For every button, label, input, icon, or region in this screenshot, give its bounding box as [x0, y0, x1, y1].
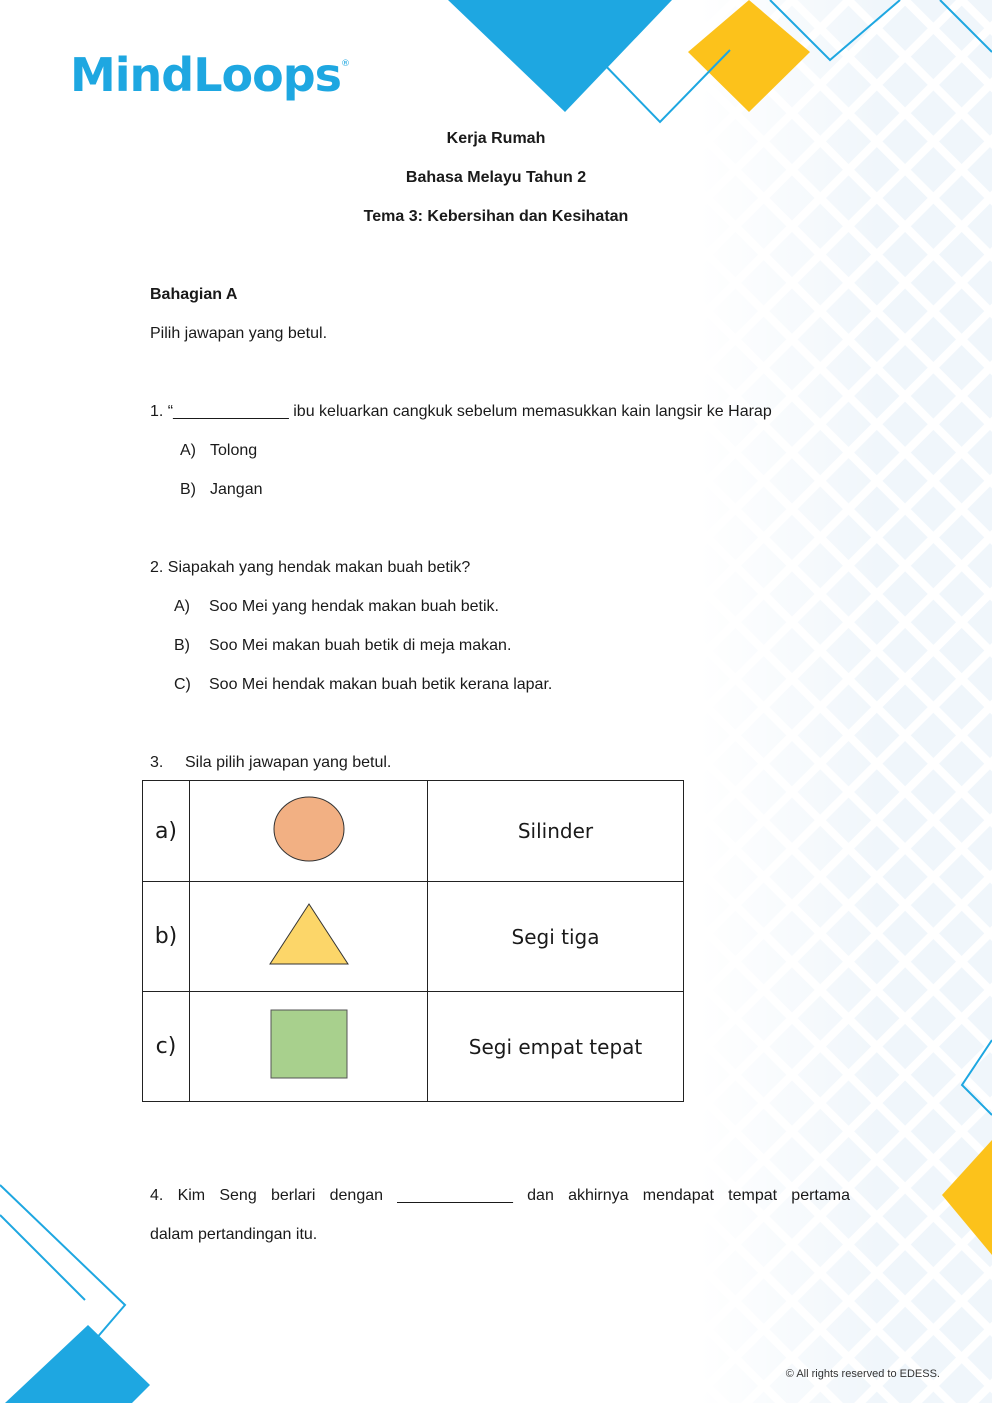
q2-option-b: Soo Mei makan buah betik di meja makan. [209, 637, 512, 654]
shape-name: Segi empat tepat [428, 992, 684, 1102]
q2-option-c: Soo Mei hendak makan buah betik kerana lapar. [209, 676, 553, 693]
theme-title: Tema 3: Kebersihan dan Kesihatan [363, 208, 629, 225]
q2-option-a: Soo Mei yang hendak makan buah betik. [209, 598, 499, 615]
q2-option-c-letter: C) [174, 676, 191, 693]
brand-logo: MindLoops® [70, 48, 350, 102]
question-4-text: 4. Kim Seng berlari dengan _____________ dan akhirnya mendapat tempat pertama [150, 1187, 850, 1204]
question-1-text: 1. “_____________ ibu keluarkan cangkuk sebelum memasukkan kain langsir ke Harap [150, 403, 772, 420]
shape-name: Silinder [428, 781, 684, 882]
shape-cell [190, 781, 428, 882]
q1-option-b-letter: B) [180, 481, 196, 498]
section-title: Bahagian A [150, 286, 238, 303]
square-shape [270, 1009, 348, 1079]
q1-option-a-letter: A) [180, 442, 196, 459]
table-row [143, 992, 684, 1102]
blue-corner-shape [5, 1325, 150, 1403]
q2-option-a-letter: A) [174, 598, 190, 615]
q1-option-b: Jangan [210, 481, 263, 498]
row-label: c) [143, 992, 190, 1102]
table-row [143, 882, 684, 992]
row-label: b) [143, 882, 190, 992]
shape-cell [190, 882, 428, 992]
subject-title: Bahasa Melayu Tahun 2 [405, 169, 587, 186]
page-title: Kerja Rumah [446, 130, 546, 147]
question-3-text: Sila pilih jawapan yang betul. [185, 754, 392, 771]
section-instruction: Pilih jawapan yang betul. [150, 325, 328, 342]
q1-option-a: Tolong [210, 442, 258, 459]
circle-shape [271, 795, 347, 863]
question-4-text-cont: dalam pertandingan itu. [150, 1226, 318, 1243]
question-2-text: 2. Siapakah yang hendak makan buah betik? [150, 559, 471, 576]
shape-name: Segi tiga [428, 882, 684, 992]
triangle-shape [268, 902, 350, 966]
row-label: a) [143, 781, 190, 882]
q2-option-b-letter: B) [174, 637, 190, 654]
copyright-footer: © All rights reserved to EDESS. [785, 1368, 940, 1380]
question-3-number: 3. [150, 754, 164, 771]
shapes-table [142, 780, 684, 1102]
shape-cell [190, 992, 428, 1102]
blue-triangle-shape [448, 0, 672, 112]
table-row [143, 781, 684, 882]
